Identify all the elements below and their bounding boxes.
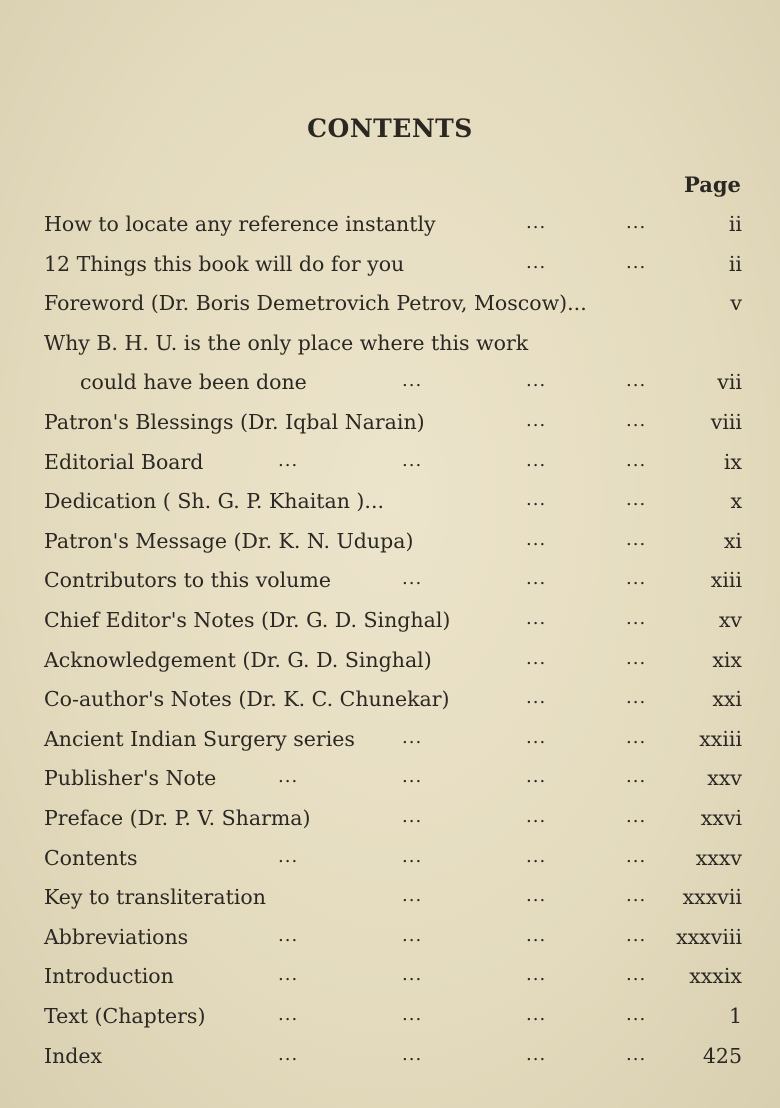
toc-entry-page: xix — [712, 647, 742, 672]
leader-dots: ... — [402, 449, 423, 471]
leader-dots: ... — [526, 410, 547, 431]
leader-dots: ... — [626, 885, 647, 907]
toc-entry-label: Editorial Board — [44, 449, 204, 474]
leader-dots: ... — [626, 964, 647, 986]
leader-dots: ... — [402, 1043, 423, 1065]
leader-dots: ... — [526, 212, 547, 233]
leader-dots: ... — [402, 964, 423, 986]
toc-entry — [0, 766, 780, 796]
leader-dots: ... — [402, 568, 423, 590]
leader-dots: ... — [526, 845, 547, 867]
leader-dots: ... — [626, 251, 647, 273]
toc-entry — [0, 806, 780, 836]
toc-entry — [0, 885, 780, 915]
toc-entry-page: xxiii — [699, 726, 742, 751]
leader-dots: ... — [526, 806, 547, 827]
toc-entry-label: Text (Chapters) — [44, 1004, 206, 1028]
toc-entry — [0, 212, 780, 242]
toc-entry-page: viii — [710, 410, 742, 434]
leader-dots: ... — [402, 924, 423, 946]
toc-entry-label: Preface (Dr. P. V. Sharma) — [44, 806, 311, 830]
toc-entry-label: Acknowledgement (Dr. G. D. Singhal) — [44, 647, 432, 672]
leader-dots: ... — [526, 687, 547, 709]
leader-dots: ... — [626, 687, 647, 709]
leader-dots: ... — [402, 806, 423, 827]
leader-dots: ... — [626, 489, 647, 511]
toc-entry — [0, 450, 780, 480]
leader-dots: ... — [626, 608, 647, 629]
leader-dots: ... — [526, 885, 547, 907]
contents-title: CONTENTS — [307, 114, 473, 143]
leader-dots: ... — [526, 528, 547, 550]
toc-entry-page: xi — [723, 528, 742, 553]
toc-entry — [0, 489, 780, 519]
leader-dots: ... — [626, 806, 647, 827]
toc-entry-label: Introduction — [44, 964, 174, 989]
leader-dots: ... — [626, 924, 647, 946]
leader-dots: ... — [626, 726, 647, 748]
leader-dots: ... — [526, 568, 547, 590]
toc-entry — [0, 331, 780, 361]
toc-entry-label: Key to transliteration — [44, 885, 266, 910]
leader-dots: ... — [626, 647, 647, 669]
toc-entry — [0, 648, 780, 678]
leader-dots: ... — [278, 924, 299, 946]
toc-entry-label: Ancient Indian Surgery series — [44, 726, 355, 751]
toc-entry-label: 12 Things this book will do for you — [44, 251, 405, 276]
toc-entry-label: Foreword (Dr. Boris Demetrovich Petrov, Moscow)... — [44, 291, 587, 316]
toc-entry-page: ii — [728, 251, 742, 276]
leader-dots: ... — [402, 1004, 423, 1025]
toc-entry — [0, 687, 780, 717]
leader-dots: ... — [278, 766, 299, 788]
toc-entry-label: Why B. H. U. is the only place where this work — [44, 330, 529, 355]
toc-entry-label: How to locate any reference instantly — [44, 212, 436, 236]
toc-entry-page: 1 — [728, 1004, 742, 1028]
leader-dots: ... — [626, 212, 647, 233]
toc-entry-label: Co-author's Notes (Dr. K. C. Chunekar) — [44, 687, 450, 712]
toc-entry-page: vii — [717, 370, 742, 395]
leader-dots: ... — [626, 449, 647, 471]
leader-dots: ... — [402, 885, 423, 907]
toc-entry — [0, 846, 780, 876]
toc-entry-page: x — [730, 489, 742, 514]
toc-entry-label: Abbreviations — [44, 924, 189, 949]
toc-entry-label: could have been done — [80, 370, 307, 395]
toc-entry-page: xxxviii — [676, 924, 742, 949]
leader-dots: ... — [402, 845, 423, 867]
toc-entry-page: xxxix — [689, 964, 742, 989]
toc-entry — [0, 410, 780, 440]
toc-entry-page: ii — [728, 212, 742, 236]
leader-dots: ... — [626, 766, 647, 788]
toc-entry-page: xxi — [712, 687, 742, 712]
leader-dots: ... — [278, 1043, 299, 1065]
leader-dots: ... — [526, 1043, 547, 1065]
toc-entry-page: xxxv — [695, 845, 742, 870]
leader-dots: ... — [526, 964, 547, 986]
toc-entry-page: xxxvii — [682, 885, 742, 910]
toc-entry — [0, 608, 780, 638]
toc-entry — [0, 291, 780, 321]
toc-entry-label: Dedication ( Sh. G. P. Khaitan )... — [44, 489, 384, 514]
toc-entry — [0, 1044, 780, 1074]
toc-entry-page: v — [730, 291, 742, 316]
leader-dots: ... — [526, 370, 547, 392]
leader-dots: ... — [626, 410, 647, 431]
leader-dots: ... — [278, 449, 299, 471]
leader-dots: ... — [526, 1004, 547, 1025]
leader-dots: ... — [626, 845, 647, 867]
leader-dots: ... — [402, 766, 423, 788]
leader-dots: ... — [526, 489, 547, 511]
toc-entry-page: xxv — [707, 766, 742, 791]
toc-entry — [0, 1004, 780, 1034]
leader-dots: ... — [278, 964, 299, 986]
toc-entry — [0, 529, 780, 559]
toc-entry-page: 425 — [702, 1043, 742, 1068]
toc-entry-page: xv — [718, 608, 742, 632]
toc-entry-label: Publisher's Note — [44, 766, 217, 791]
leader-dots: ... — [526, 608, 547, 629]
leader-dots: ... — [526, 647, 547, 669]
leader-dots: ... — [526, 251, 547, 273]
toc-entry — [0, 568, 780, 598]
toc-entry-label: Index — [44, 1043, 103, 1068]
leader-dots: ... — [402, 726, 423, 748]
toc-entry-page: ix — [723, 449, 742, 474]
leader-dots: ... — [526, 766, 547, 788]
leader-dots: ... — [402, 370, 423, 392]
leader-dots: ... — [626, 528, 647, 550]
page-column-header: Page — [684, 172, 741, 197]
leader-dots: ... — [526, 449, 547, 471]
toc-entry — [0, 925, 780, 955]
toc-entry — [0, 964, 780, 994]
toc-entry-label: Contents — [44, 845, 138, 870]
toc-entry-label: Patron's Message (Dr. K. N. Udupa) — [44, 528, 414, 553]
leader-dots: ... — [526, 726, 547, 748]
leader-dots: ... — [626, 1004, 647, 1025]
leader-dots: ... — [626, 370, 647, 392]
toc-entry-label: Contributors to this volume — [44, 568, 331, 593]
leader-dots: ... — [526, 924, 547, 946]
leader-dots: ... — [626, 1043, 647, 1065]
leader-dots: ... — [626, 568, 647, 590]
toc-entry — [0, 252, 780, 282]
toc-entry-page: xiii — [710, 568, 742, 593]
toc-entry-label: Patron's Blessings (Dr. Iqbal Narain) — [44, 410, 425, 434]
toc-entry-page: xxvi — [700, 806, 742, 830]
toc-entry-label: Chief Editor's Notes (Dr. G. D. Singhal) — [44, 608, 451, 632]
toc-entry — [0, 727, 780, 757]
leader-dots: ... — [278, 845, 299, 867]
leader-dots: ... — [278, 1004, 299, 1025]
toc-entry — [0, 370, 780, 400]
